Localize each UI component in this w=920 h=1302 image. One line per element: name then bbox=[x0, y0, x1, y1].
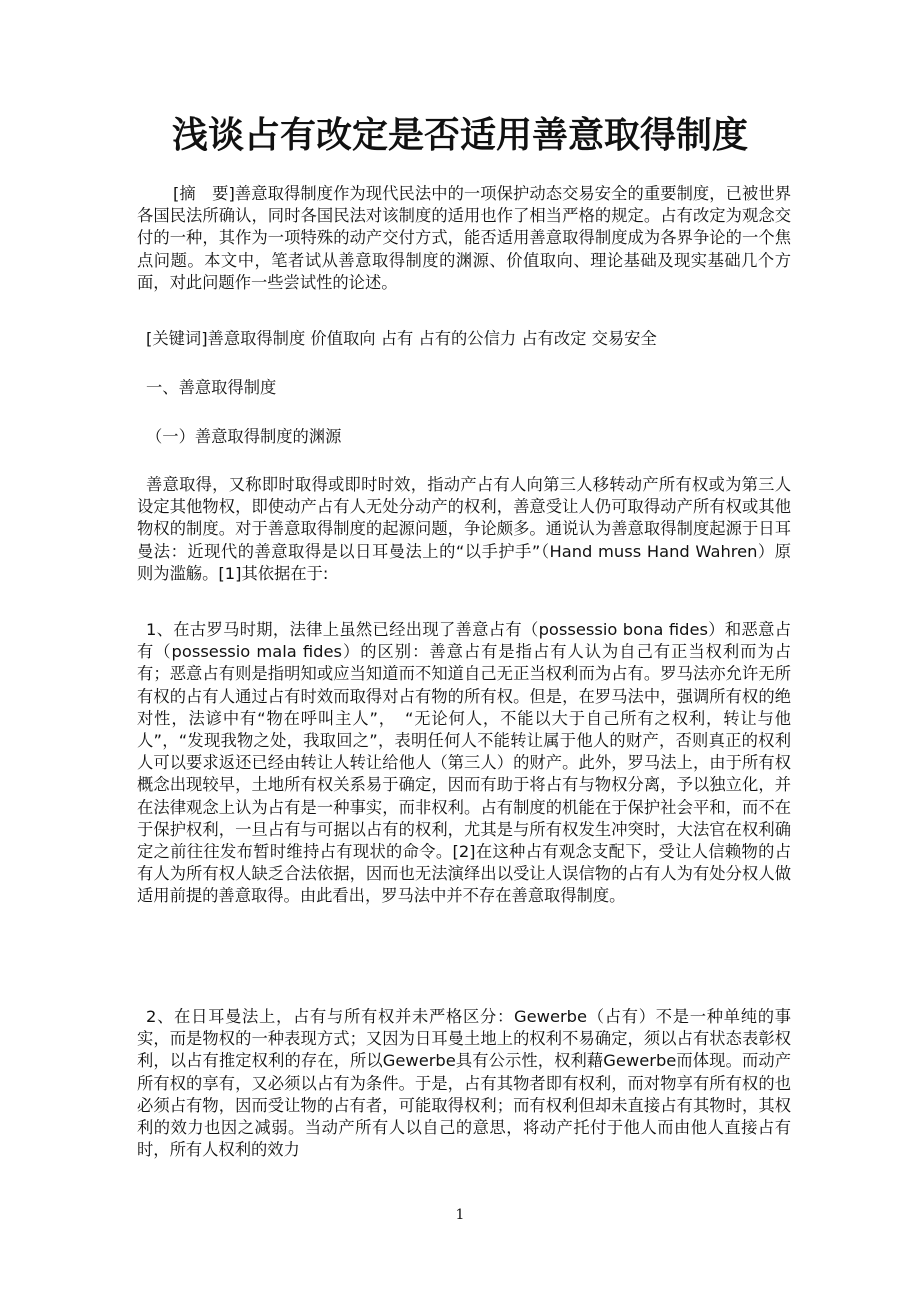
abstract-paragraph: [摘 要]善意取得制度作为现代民法中的一项保护动态交易安全的重要制度，已被世界各国民法所确认，同时各国民法对该制度的适用也作了相当严格的规定。占有改定为观念交付的一种，其作为一项特殊的动产交付方式，能否适用善意取得制度成为各界争论的一个焦点问题。本文中，笔者试从善意取得制度的渊源、价值取向、理论基础及现实基础几个方面，对此问题作一些尝试性的论述。 bbox=[137, 184, 791, 292]
document-title: 浅谈占有改定是否适用善意取得制度 bbox=[171, 115, 748, 156]
body-paragraph-1: 善意取得，又称即时取得或即时时效，指动产占有人向第三人移转动产所有权或为第三人设定其他物权，即使动产占有人无处分动产的权利，善意受让人仍可取得动产所有权或其他物权的制度。对于善意取得制度的起源问题，争论颇多。通说认为善意取得制度起源于日耳曼法：近现代的善意取得是以日耳曼法上的“以手护手”（Hand muss Hand Wahren）原则为滥觞。[1]其依据在于: bbox=[137, 475, 791, 583]
keywords-line: [关键词]善意取得制度 价值取向 占有 占有的公信力 占有改定 交易安全 bbox=[146, 329, 657, 348]
body-paragraph-3: 2、在日耳曼法上，占有与所有权并未严格区分：Gewerbe（占有）不是一种单纯的事实，而是物权的一种表现方式；又因为日耳曼土地上的权利不易确定，须以占有状态表彰权利，以占有推定权利的存在，所以Gewerbe具有公示性，权利藉Gewerbe而体现。而动产所有权的享有，又必须以占有为条件。于是，占有其物者即有权利，而对物享有所有权的也必须占有物，因而受让物的占有者，可能取得权利；而有权利但却未直接占有其物时，其权利的效力也因之减弱。当动产所有人以自己的意思，将动产托付于他人而由他人直接占有时，所有人权利的效力 bbox=[137, 1007, 791, 1160]
section-heading: 一、善意取得制度 bbox=[146, 378, 277, 397]
page-number: 1 bbox=[455, 1207, 465, 1223]
body-paragraph-2: 1、在古罗马时期，法律上虽然已经出现了善意占有（possessio bona fides）和恶意占有（possessio mala fides）的区别：善意占有是指占有人认为自己有正当权利而为占有；恶意占有则是指明知或应当知道而不知道自己无正当权利而为占有。罗马法亦允许无所有权的占有人通过占有时效而取得对占有物的所有权。但是，在罗马法中，强调所有权的绝对性，法谚中有“物在呼叫主人”， “无论何人，不能以大于自己所有之权利，转让与他人”，“发现我物之处，我取回之”，表明任何人不能转让属于他人的财产，否则真正的权利人可以要求返还已经由转让人转让给他人（第三人）的财产。此外，罗马法上，由于所有权概念出现较早，土地所有权关系易于确定，因而有助于将占有与物权分离，予以独立化，并在法律观念上认为占有是一种事实，而非权利。占有制度的机能在于保护社会平和，而不在于保护权利，一旦占有与可据以占有的权利，尤其是与所有权发生冲突时，大法官在权利确定之前往往发布暂时维持占有现状的命令。[2]在这种占有观念支配下，受让人信赖物的占有人为所有权人缺乏合法依据，因而也无法演绎出以受让人误信物的占有人为有处分权人做适用前提的善意取得。由此看出，罗马法中并不存在善意取得制度。 bbox=[137, 620, 791, 906]
subsection-heading: （一）善意取得制度的渊源 bbox=[146, 427, 342, 446]
